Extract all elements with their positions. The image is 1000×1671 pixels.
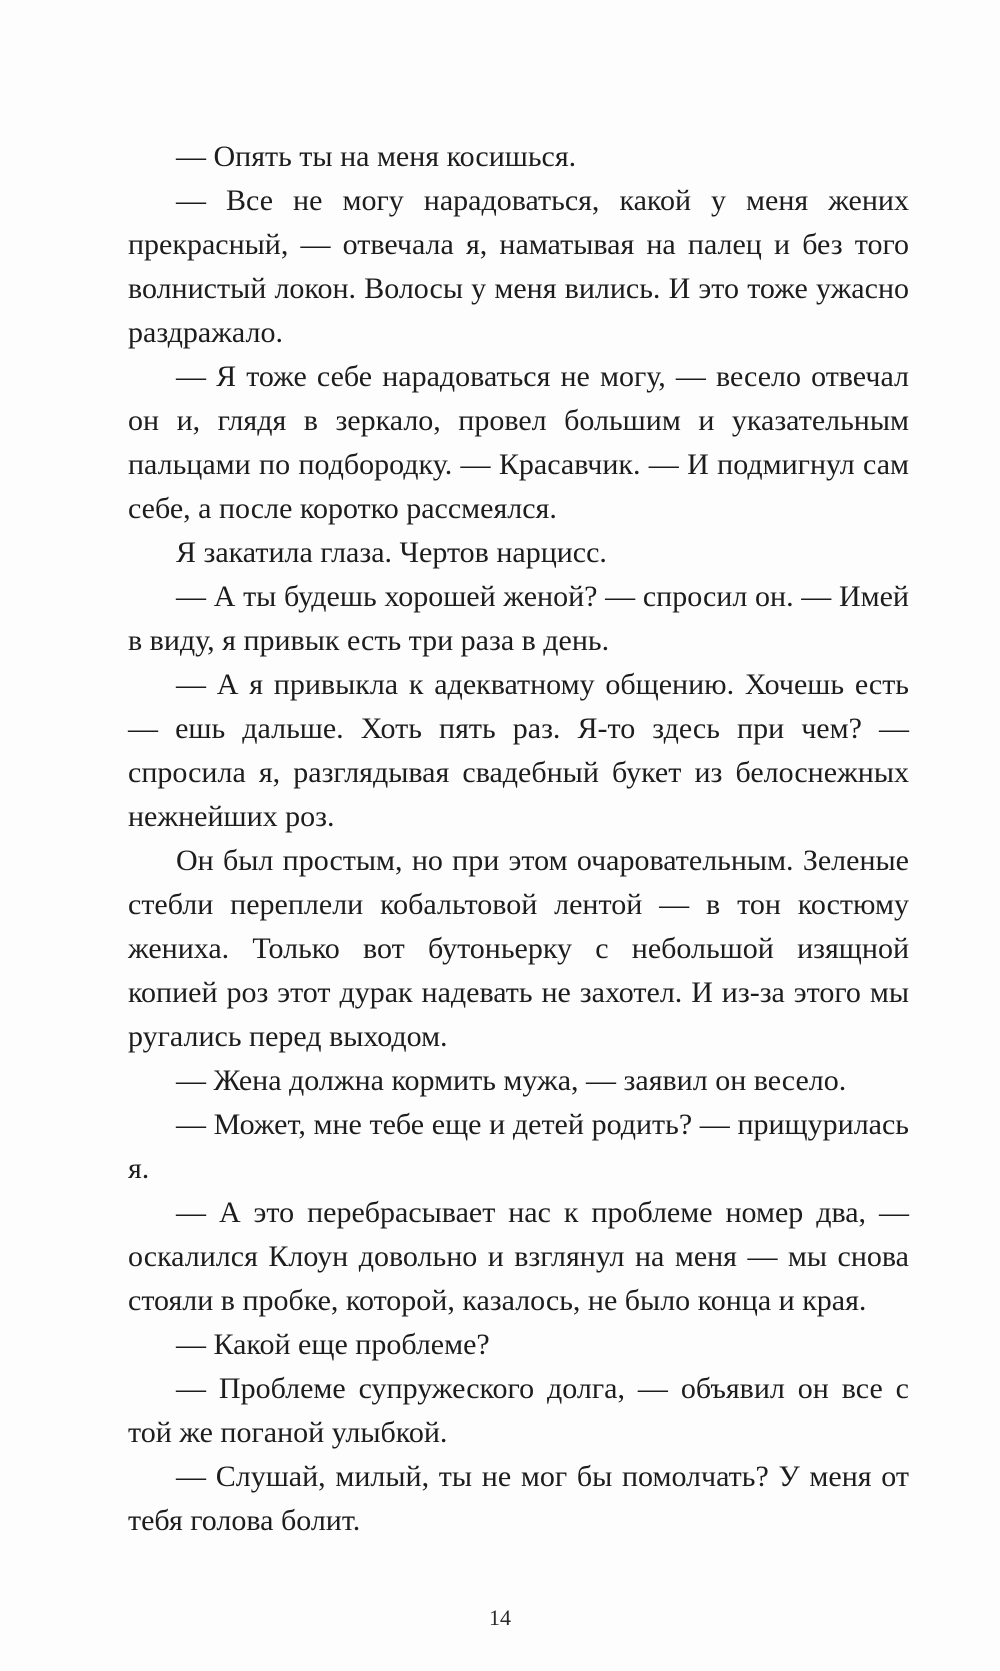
page-text (128, 135, 909, 1543)
paragraph: — Проблеме супружеского долга, — объявил он все с той же поганой улыбкой. (128, 1372, 909, 1449)
paragraph: Я закатила глаза. Чертов нарцисс. (176, 536, 607, 569)
paragraph: — А я привыкла к адекватному общению. Хочешь есть — ешь дальше. Хоть пять раз. Я-то здесь при чем? — спросила я, разглядывая свадебный букет из белоснежных нежнейших роз. (128, 668, 909, 833)
paragraph: Он был простым, но при этом очаровательным. Зеленые стебли переплели кобальтовой лентой — в тон костюму жениха. Только вот бутоньерку с небольшой изящной копией роз этот дурак надевать не захотел. И из-за этого мы ругались перед выходом. (128, 844, 909, 1053)
page-number: 14 (489, 1605, 511, 1630)
paragraph: — Какой еще проблеме? (176, 1328, 490, 1361)
paragraph: — Слушай, милый, ты не мог бы помолчать? У меня от тебя голова болит. (128, 1460, 909, 1537)
paragraph: — А ты будешь хорошей женой? — спросил он. — Имей в виду, я привык есть три раза в день. (128, 580, 909, 657)
paragraph: — Все не могу нарадоваться, какой у меня жених прекрасный, — отвечала я, наматывая на палец и без того волнистый локон. Волосы у меня вились. И это тоже ужасно раздражало. (128, 184, 909, 349)
paragraph: — Опять ты на меня косишься. (176, 140, 577, 173)
paragraph: — Я тоже себе нарадоваться не могу, — весело отвечал он и, глядя в зеркало, провел большим и указательным пальцами по подбородку. — Красавчик. — И подмигнул сам себе, а после коротко рассмеялся. (128, 360, 909, 525)
paragraph: — А это перебрасывает нас к проблеме номер два, — оскалился Клоун довольно и взглянул на меня — мы снова стояли в пробке, которой, казалось, не было конца и края. (128, 1196, 909, 1317)
paragraph: — Жена должна кормить мужа, — заявил он весело. (176, 1064, 847, 1097)
paragraph: — Может, мне тебе еще и детей родить? — прищурилась я. (128, 1108, 909, 1185)
